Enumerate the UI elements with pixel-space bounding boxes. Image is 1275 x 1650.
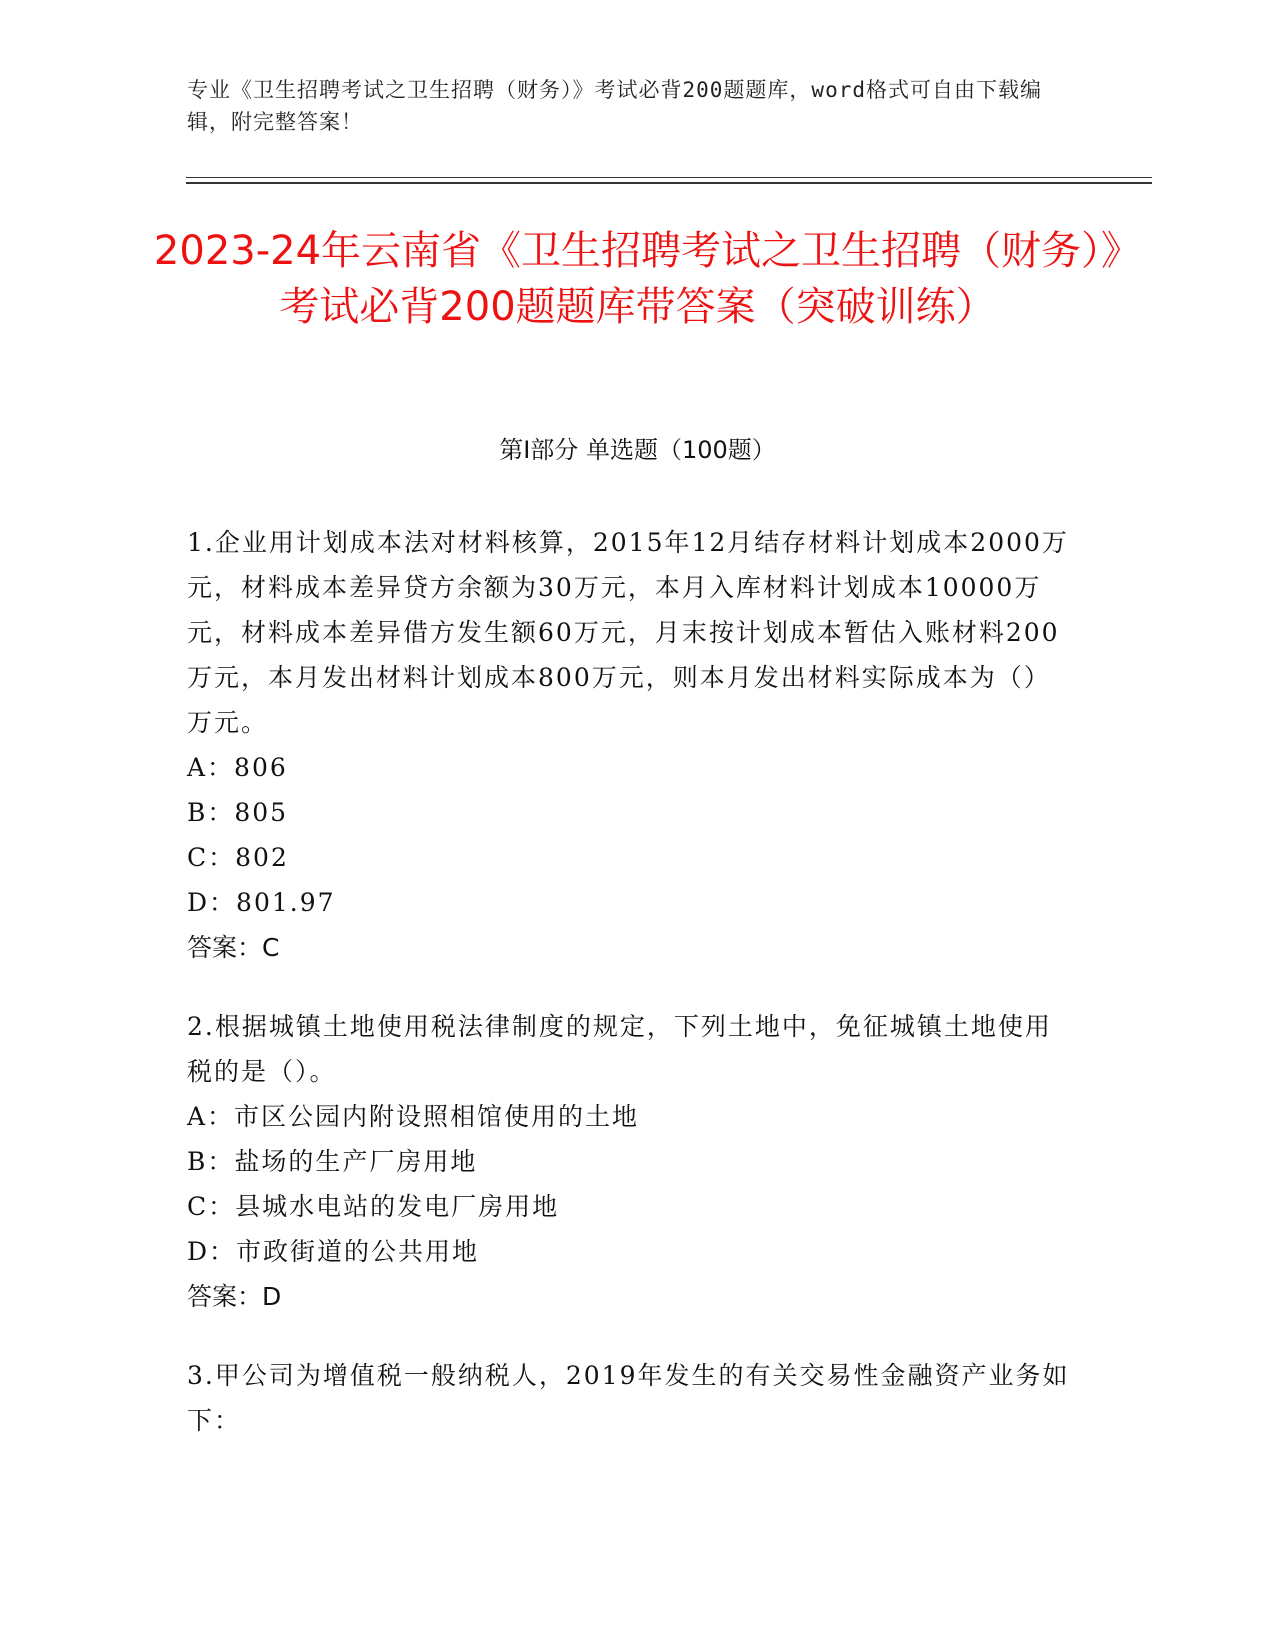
section-title: 第I部分 单选题（100题） bbox=[499, 436, 776, 464]
answer-label: 答案：D bbox=[187, 1282, 282, 1311]
question-stem: 3.甲公司为增值税一般纳税人，2019年发生的有关交易性金融资产业务如下： bbox=[187, 1361, 1070, 1435]
question-list bbox=[187, 520, 1077, 1477]
question-stem: 1.企业用计划成本法对材料核算，2015年12月结存材料计划成本2000万元，材料成本差异贷方余额为30万元，本月入库材料计划成本10000万元，材料成本差异借方发生额60万元，月末按计划成本暂估入账材料200万元，本月发出材料计划成本800万元，则本月发出材料实际成本为（）万元。 bbox=[187, 528, 1069, 737]
question-1 bbox=[187, 520, 1077, 970]
header-note: 专业《卫生招聘考试之卫生招聘（财务）》考试必背200题题库，word格式可自由下载编辑，附完整答案！ bbox=[187, 78, 1042, 134]
header-divider-thick bbox=[186, 182, 1152, 184]
question-stem: 2.根据城镇土地使用税法律制度的规定，下列土地中，免征城镇土地使用税的是（）。 bbox=[187, 1012, 1052, 1086]
header-divider-thin bbox=[186, 177, 1152, 178]
option-a: A：806 bbox=[187, 753, 288, 782]
option-d: D：市政街道的公共用地 bbox=[187, 1237, 480, 1266]
option-c: C：802 bbox=[187, 843, 289, 872]
question-2 bbox=[187, 1004, 1077, 1319]
option-a: A：市区公园内附设照相馆使用的土地 bbox=[187, 1102, 640, 1131]
document-title: 2023-24年云南省《卫生招聘考试之卫生招聘（财务）》考试必背200题题库带答案（突破训练） bbox=[153, 228, 1122, 330]
option-b: B：盐场的生产厂房用地 bbox=[187, 1147, 478, 1176]
answer-label: 答案：C bbox=[187, 933, 280, 962]
question-3 bbox=[187, 1353, 1077, 1443]
option-b: B：805 bbox=[187, 798, 289, 827]
option-d: D：801.97 bbox=[187, 888, 336, 917]
option-c: C：县城水电站的发电厂房用地 bbox=[187, 1192, 560, 1221]
